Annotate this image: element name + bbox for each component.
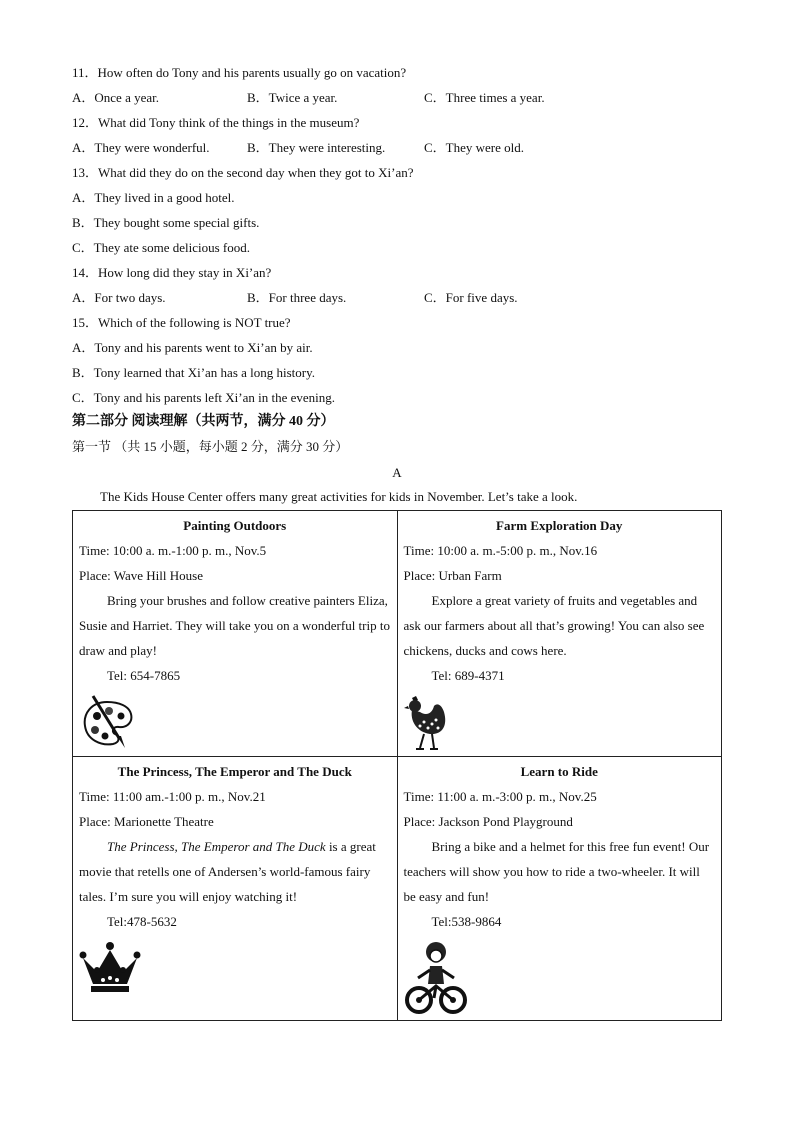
activity-tel: Tel:538-9864 bbox=[431, 914, 502, 929]
section-one-title: 第一节 （共 15 小题，每小题 2 分，满分 30 分） bbox=[72, 439, 349, 454]
q12-option-c: C．They were old. bbox=[424, 140, 525, 155]
activity-title: Learn to Ride bbox=[520, 764, 598, 779]
question-12: 12．What did Tony think of the things in the museum? bbox=[72, 115, 360, 130]
activity-time: Time: 11:00 a. m.-3:00 p. m., Nov.25 bbox=[403, 789, 597, 804]
palette-icon bbox=[79, 694, 135, 750]
activity-title: Painting Outdoors bbox=[183, 518, 287, 533]
activity-time: Time: 10:00 a. m.-5:00 p. m., Nov.16 bbox=[403, 543, 598, 558]
activity-time: Time: 10:00 a. m.-1:00 p. m., Nov.5 bbox=[79, 543, 267, 558]
q15-option-a: A．Tony and his parents went to Xi’an by air. bbox=[72, 340, 313, 355]
question-15: 15．Which of the following is NOT true? bbox=[72, 315, 291, 330]
q15-option-b: B．Tony learned that Xi’an has a long history. bbox=[72, 365, 316, 380]
activity-place: Place: Marionette Theatre bbox=[79, 814, 214, 829]
q14-option-c: C．For five days. bbox=[424, 290, 518, 305]
activity-title: The Princess, The Emperor and The Duck bbox=[117, 764, 352, 779]
activity-tel: Tel: 654-7865 bbox=[107, 668, 181, 683]
q11-option-b: B．Twice a year. bbox=[247, 90, 338, 105]
crown-icon bbox=[79, 940, 141, 996]
movie-description-text: is a great movie that retells one of Andersen’s world-famous fairy tales. I’m sure you will enjoy watching it! bbox=[79, 839, 376, 904]
question-14: 14．How long did they stay in Xi’an? bbox=[72, 265, 272, 280]
activity-title: Farm Exploration Day bbox=[496, 518, 623, 533]
activity-description: Bring a bike and a helmet for this free fun event! Our teachers will show you how to ride a two-wheeler. It will be easy and fun! bbox=[403, 839, 710, 904]
activity-description bbox=[79, 834, 391, 909]
activity-card-ride bbox=[397, 757, 722, 1021]
q11-option-c: C．Three times a year. bbox=[424, 90, 545, 105]
part-two-title: 第二部分 阅读理解（共两节，满分 40 分） bbox=[72, 414, 335, 429]
q12-option-a: A．They were wonderful. bbox=[72, 140, 210, 155]
activity-card-painting bbox=[73, 511, 398, 757]
activity-tel: Tel:478-5632 bbox=[107, 914, 177, 929]
activity-place: Place: Urban Farm bbox=[403, 568, 502, 583]
passage-intro: The Kids House Center offers many great activities for kids in November. Let’s take a look. bbox=[100, 489, 578, 504]
activity-time: Time: 11:00 am.-1:00 p. m., Nov.21 bbox=[79, 789, 266, 804]
activity-place: Place: Wave Hill House bbox=[79, 568, 203, 583]
q14-option-b: B．For three days. bbox=[247, 290, 347, 305]
activity-place: Place: Jackson Pond Playground bbox=[403, 814, 573, 829]
q14-option-a: A．For two days. bbox=[72, 290, 166, 305]
q15-option-c: C．Tony and his parents left Xi’an in the evening. bbox=[72, 390, 336, 405]
activity-description: Explore a great variety of fruits and vegetables and ask our farmers about all that’s growing! You can also see chickens, ducks and cows here. bbox=[403, 593, 705, 658]
q11-option-a: A．Once a year. bbox=[72, 90, 159, 105]
activity-card-farm bbox=[397, 511, 722, 757]
question-11: 11．How often do Tony and his parents usually go on vacation? bbox=[72, 65, 407, 80]
chicken-icon bbox=[404, 694, 452, 752]
activity-card-movie bbox=[73, 757, 398, 1021]
passage-label: A bbox=[392, 465, 402, 480]
activity-tel: Tel: 689-4371 bbox=[431, 668, 505, 683]
q12-option-b: B．They were interesting. bbox=[247, 140, 386, 155]
q13-option-a: A．They lived in a good hotel. bbox=[72, 190, 235, 205]
movie-title-italic: The Princess, The Emperor and The Duck bbox=[107, 839, 326, 854]
kid-on-bike-icon bbox=[404, 940, 468, 1016]
question-13: 13．What did they do on the second day when they got to Xi’an? bbox=[72, 165, 414, 180]
q13-option-b: B．They bought some special gifts. bbox=[72, 215, 260, 230]
activity-description: Bring your brushes and follow creative painters Eliza, Susie and Harriet. They will take you on a wonderful trip to draw and play! bbox=[79, 593, 390, 658]
q13-option-c: C．They ate some delicious food. bbox=[72, 240, 250, 255]
activities-table bbox=[72, 510, 722, 1021]
